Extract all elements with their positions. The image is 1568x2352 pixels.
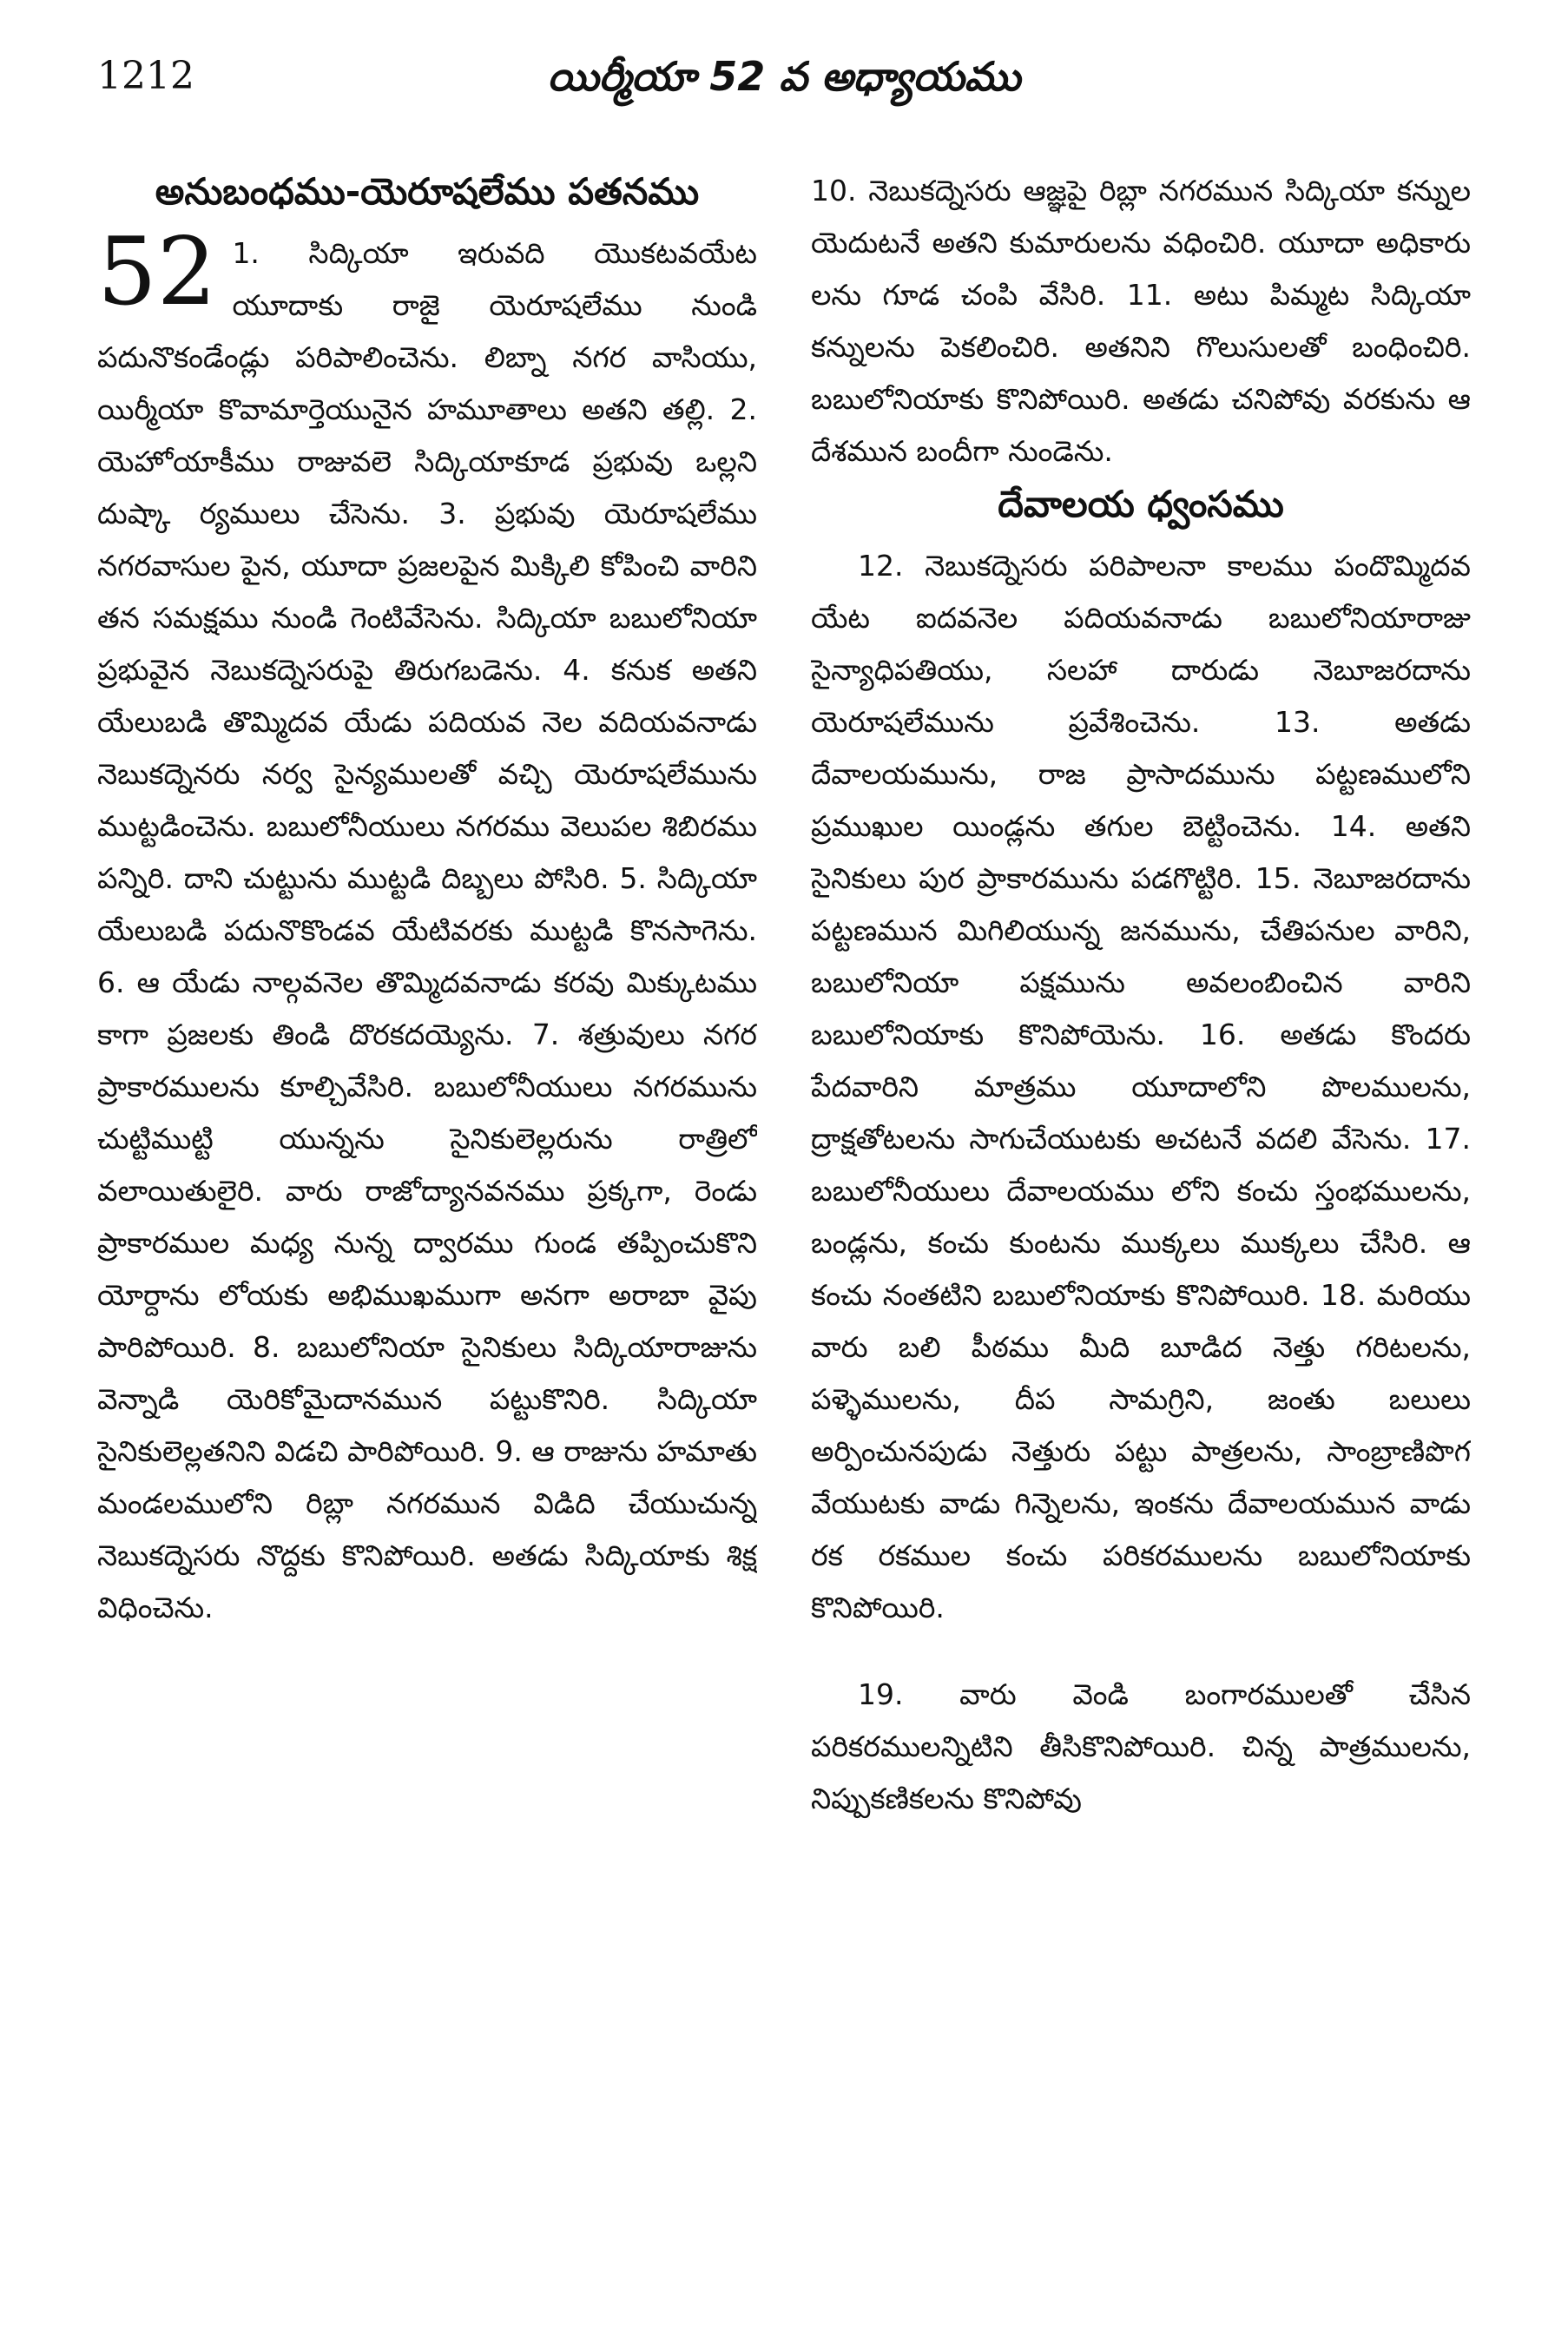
verses-12-18: 12. నెబుకద్నెసరు పరిపాలనా కాలము పందొమ్మిదవ యేట ఐదవనెల పదియవనాడు బబులోనియారాజు సైన్యాధిపతియు, సలహా దారుడు నెబూజరదాను యెరూషలేమును ప్రవేశించెను. 13. అతడు దేవాలయమును, రాజ ప్రాసాదమును పట్టణములోని ప్రముఖుల యిండ్లను తగుల బెట్టించెను. 14. అతని సైనికులు పుర ప్రాకారమును పడగొట్టిరి. 15. నెబూజరదాను పట్టణమున మిగిలియున్న జనమును, చేతిపనుల వారిని, బబులోనియా పక్షమును అవలంబించిన వారిని బబులోనియాకు కొనిపోయెను. 16. అతడు కొందరు పేదవారిని మాత్రము యూదాలోని పొలములను, ద్రాక్షతోటలను సాగుచేయుటకు అచటనే వదలి వేసెను. 17. బబులోనీయులు దేవాలయము లోని కంచు స్తంభములను, బండ్లను, కంచు కుంటను ముక్కలు ముక్కలు చేసిరి. ఆ కంచు నంతటిని బబులోనియాకు కొనిపోయిరి. 18. మరియు వారు బలి పీఠము మీది బూడిద నెత్తు గరిటలను, పళ్ళెములను, దీప సామగ్రిని, జంతు బలులు అర్పించునపుడు నెత్తురు పట్టు పాత్రలను, సాంబ్రాణిపొగ వేయుటకు వాడు గిన్నెలను, ఇంకను దేవాలయమున వాడు రక రకముల కంచు పరికరములను బబులోనియాకు కొనిపోయిరి.	[811, 549, 1471, 1624]
chapter-number: 52	[97, 218, 217, 326]
verses-10-11: 10. నెబుకద్నెసరు ఆజ్ఞపై రిబ్లా నగరమున సిద్కియా కన్నుల యెదుటనే అతని కుమారులను వధించిరి. యూదా అధికారు లను గూడ చంపి వేసిరి. 11. అటు పిమ్మట సిద్కియా కన్నులను పెకలించిరి. అతనిని గొలుసులతో బంధించిరి. బబులోనియాకు కొనిపోయిరి. అతడు చనిపోవు వరకును ఆ దేశమున బందీగా నుండెను.	[811, 174, 1471, 468]
section-heading-temple-destruction: దేవాలయ ధ్వంసము	[998, 483, 1284, 525]
section-heading-fall-of-jerusalem: అనుబంధము-యెరూషలేము పతనము	[155, 170, 700, 213]
page-number: 1212	[97, 54, 194, 98]
running-head	[97, 50, 1471, 120]
verses-1-9: 1. సిద్కియా ఇరువది యొకటవయేట యూదాకు రాజై యెరూషలేము నుండి పదునొకండేండ్లు పరిపాలించెను. లిబ్నా నగర వాసియు, యిర్మీయా కొవామార్తెయునైన హమూతాలు అతని తల్లి. 2. యెహోయాకీము రాజువలె సిద్కియాకూడ ప్రభువు ఒల్లని దుష్కా ర్యములు చేసెను. 3. ప్రభువు యెరూషలేము నగరవాసుల పైన, యూదా ప్రజలపైన మిక్కిలి కోపించి వారిని తన సమక్షము నుండి గెంటివేసెను. సిద్కియా బబులోనియా ప్రభువైన నెబుకద్నెసరుపై తిరుగబడెను. 4. కనుక అతని యేలుబడి తొమ్మిదవ యేడు పదియవ నెల వదియవనాడు నెబుకద్నెనరు నర్వ సైన్యములతో వచ్చి యెరూషలేమును ముట్టడించెను. బబులోనీయులు నగరము వెలుపల శిబిరము పన్నిరి. దాని చుట్టును ముట్టడి దిబ్బలు పోసిరి. 5. సిద్కియా యేలుబడి పదునొకొండవ యేటివరకు ముట్టడి కొనసాగెను. 6. ఆ యేడు నాల్గవనెల తొమ్మిదవనాడు కరవు మిక్కుటము కాగా ప్రజలకు తిండి దొరకదయ్యెను. 7. శత్రువులు నగర ప్రాకారములను కూల్చివేసిరి. బబులోనీయులు నగరమును చుట్టిముట్టి యున్నను సైనికులెల్లరును రాత్రిలో వలాయితులైరి. వారు రాజోద్యానవనము ప్రక్కగా, రెండు ప్రాకారముల మధ్య నున్న ద్వారము గుండ తప్పించుకొని యోర్దాను లోయకు అభిముఖముగా అనగా అరాబా వైపు పారిపోయిరి. 8. బబులోనియా సైనికులు సిద్కియారాజును వెన్నాడి యెరికోమైదానమున పట్టుకొనిరి. సిద్కియా సైనికులెల్లతనిని విడచి పారిపోయిరి. 9. ఆ రాజును హమాతు మండలములోని రిబ్లా నగరమున విడిది చేయుచున్న నెబుకద్నెసరు నొద్దకు కొనిపోయిరి. అతడు సిద్కియాకు శిక్ష విధించెను.	[97, 236, 757, 1624]
chapter-opening-paragraph	[97, 218, 757, 1634]
chapter-title: యిర్మీయా 52 వ అధ్యాయము	[547, 53, 1021, 100]
text-columns	[97, 165, 1471, 2301]
verse-19: 19. వారు వెండి బంగారములతో చేసిన పరికరములన్నిటిని తీసికొనిపోయిరి. చిన్న పాత్రములను, నిప్పుకణికలను కొనిపోవు	[811, 1677, 1471, 1815]
right-column	[811, 165, 1471, 2301]
left-column	[97, 165, 757, 2301]
